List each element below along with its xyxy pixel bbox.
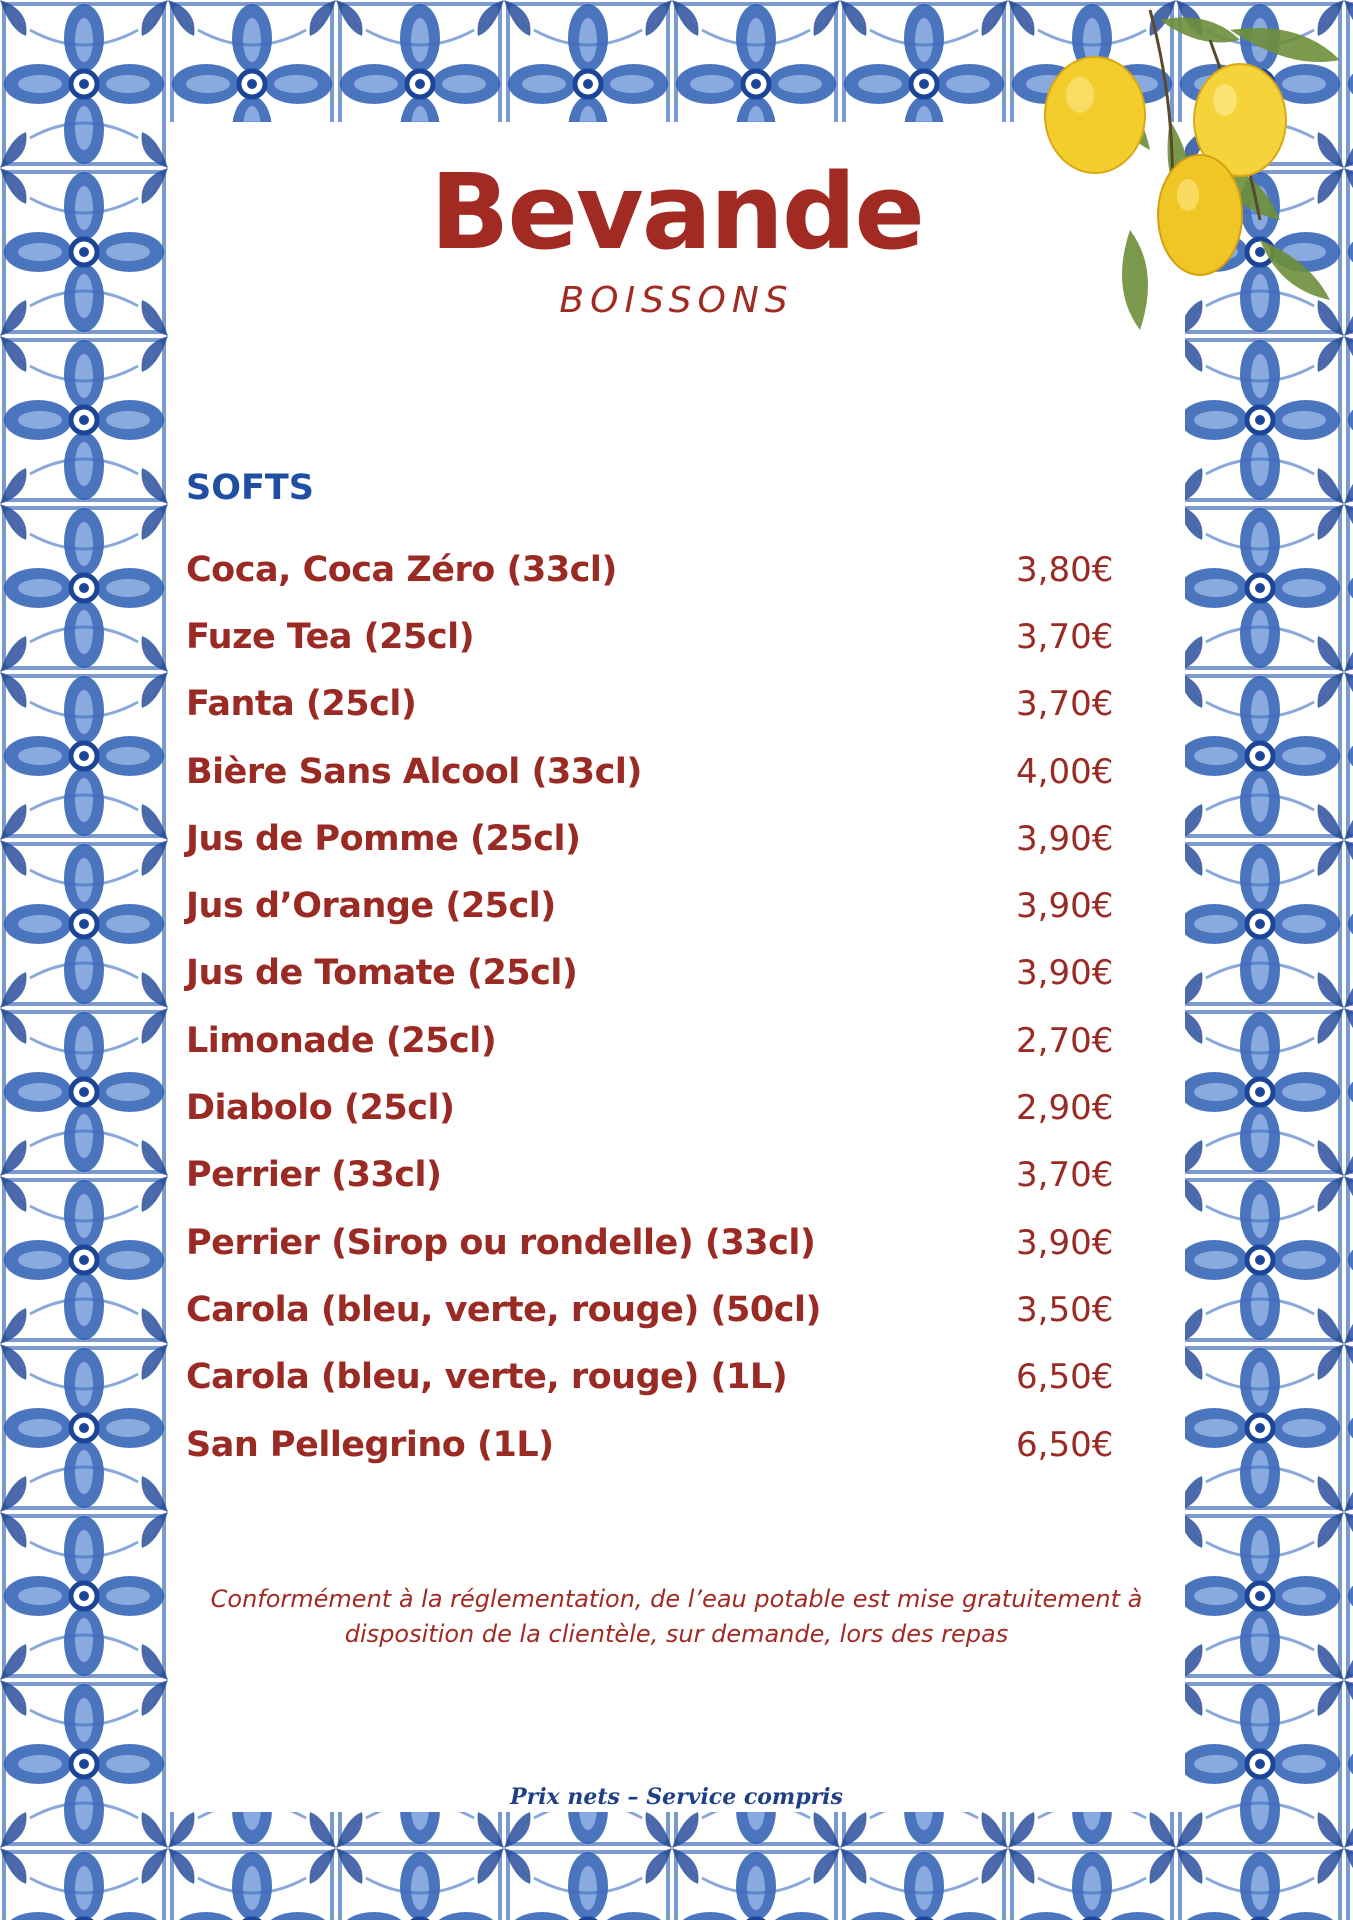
item-name: Bière Sans Alcool (33cl) (186, 751, 642, 792)
list-item (186, 1007, 1146, 1074)
item-name: Carola (bleu, verte, rouge) (50cl) (186, 1289, 821, 1330)
item-name: Perrier (33cl) (186, 1155, 442, 1196)
item-price: 2,70€ (1016, 1020, 1114, 1061)
item-price: 4,00€ (1016, 751, 1114, 792)
item-name: Diabolo (25cl) (186, 1088, 455, 1129)
item-price: 2,90€ (1016, 1088, 1114, 1129)
menu-subtitle: BOISSONS (559, 280, 794, 321)
item-price: 3,70€ (1016, 616, 1114, 657)
item-price: 3,90€ (1016, 886, 1114, 927)
section-title-softs: SOFTS (186, 468, 314, 508)
item-price: 3,80€ (1016, 549, 1114, 590)
list-item (186, 1142, 1146, 1209)
item-name: Carola (bleu, verte, rouge) (1L) (186, 1357, 788, 1398)
item-name: Jus d’Orange (25cl) (186, 886, 556, 927)
list-item (186, 940, 1146, 1007)
list-item (186, 805, 1146, 872)
item-price: 6,50€ (1016, 1424, 1114, 1465)
list-item (186, 1411, 1146, 1478)
list-item (186, 536, 1146, 603)
item-price: 3,90€ (1016, 1222, 1114, 1263)
list-item (186, 1344, 1146, 1411)
item-name: Jus de Tomate (25cl) (186, 953, 578, 994)
list-item (186, 1209, 1146, 1276)
item-name: San Pellegrino (1L) (186, 1424, 554, 1465)
item-name: Jus de Pomme (25cl) (186, 818, 581, 859)
item-price: 6,50€ (1016, 1357, 1114, 1398)
item-price: 3,50€ (1016, 1289, 1114, 1330)
item-name: Perrier (Sirop ou rondelle) (33cl) (186, 1222, 816, 1263)
item-name: Limonade (25cl) (186, 1020, 497, 1061)
list-item (186, 1074, 1146, 1141)
item-name: Fanta (25cl) (186, 684, 417, 725)
item-price: 3,90€ (1016, 818, 1114, 859)
item-name: Fuze Tea (25cl) (186, 616, 475, 657)
drinking-water-note: Conformément à la réglementation, de l’eau potable est mise gratuitement à disposition de la clientèle, sur demande, lors des repas (210, 1585, 1143, 1648)
item-name: Coca, Coca Zéro (33cl) (186, 549, 617, 590)
list-item (186, 872, 1146, 939)
item-price: 3,90€ (1016, 953, 1114, 994)
list-item (186, 671, 1146, 738)
item-price: 3,70€ (1016, 684, 1114, 725)
footer-note: Prix nets – Service compris (510, 1784, 843, 1810)
menu-title: Bevande (430, 151, 923, 273)
drinks-list (186, 536, 1146, 1478)
list-item (186, 603, 1146, 670)
item-price: 3,70€ (1016, 1155, 1114, 1196)
list-item (186, 1276, 1146, 1343)
list-item (186, 738, 1146, 805)
